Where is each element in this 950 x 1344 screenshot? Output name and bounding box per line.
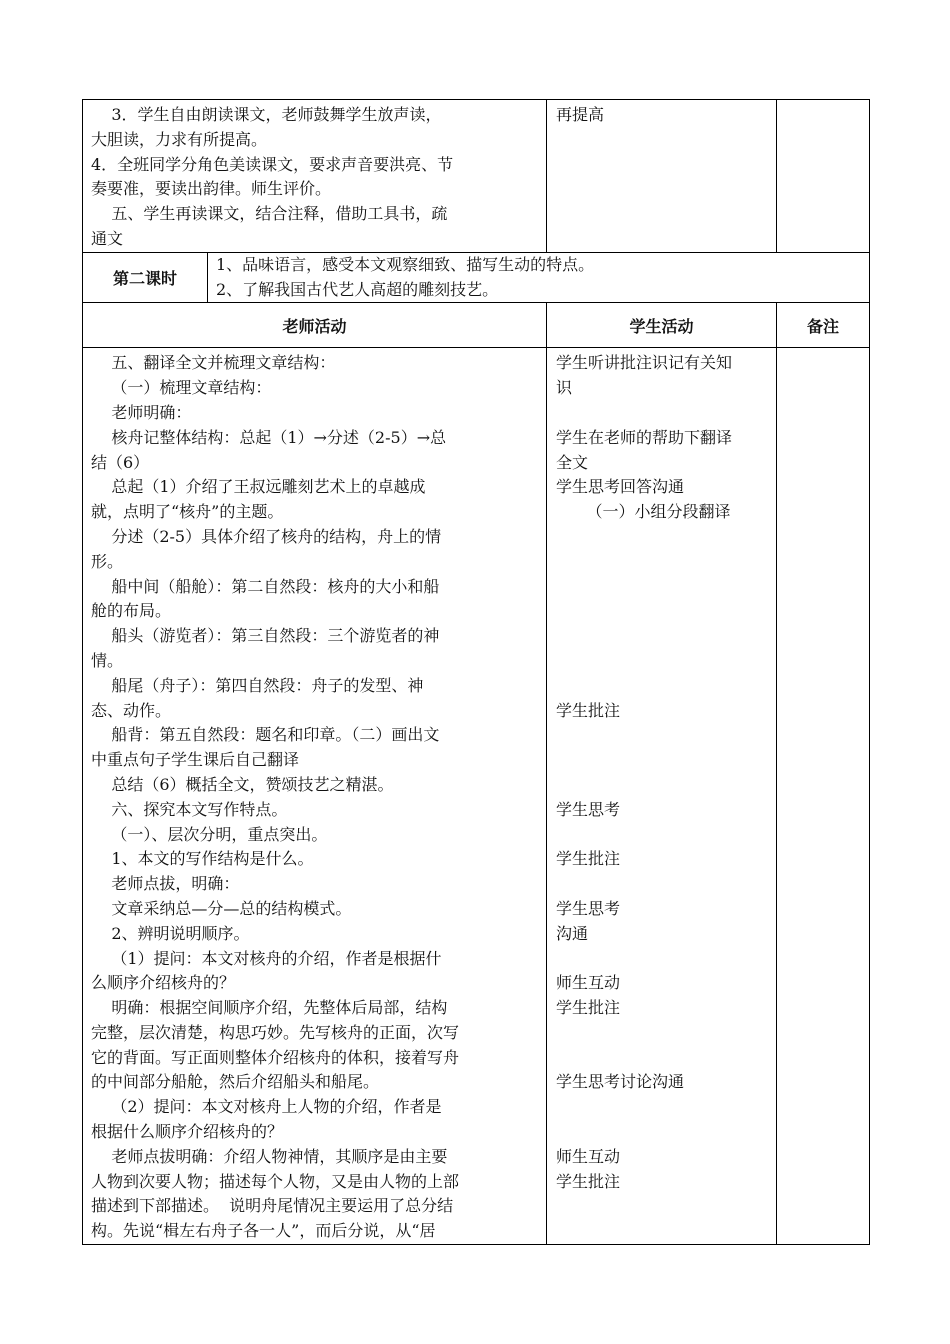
- student-line: [556, 773, 770, 798]
- lesson-goals-cell: [208, 252, 870, 303]
- student-line: 学生思考回答沟通: [556, 477, 685, 497]
- student-line: 学生思考讨论沟通: [556, 1072, 685, 1092]
- teacher-line: （一）、层次分明，重点突出。: [91, 824, 328, 844]
- teacher-line: 构。先说“楫左右舟子各一人”，而后分说，从“居: [91, 1221, 436, 1241]
- teacher-line: 根据什么顺序介绍核舟的？: [91, 1122, 284, 1142]
- teacher-line: 奏要准，要读出韵律。师生评价。: [91, 179, 332, 199]
- teacher-line: 它的背面。写正面则整体介绍核舟的体积，接着写舟: [91, 1047, 460, 1067]
- student-line: 识: [556, 378, 573, 398]
- teacher-line: 就，点明了“核舟”的主题。: [91, 502, 284, 522]
- student-line: [556, 575, 770, 600]
- student-line: 沟通: [556, 923, 589, 943]
- header-note: 备注: [777, 303, 870, 348]
- teacher-line: 结（6）: [91, 452, 150, 472]
- teacher-line: 中重点句子学生课后自己翻译: [91, 750, 300, 770]
- header-row: [83, 303, 870, 348]
- student-line: 学生听讲批注识记有关知: [556, 353, 733, 373]
- lesson-row: [83, 252, 870, 303]
- top-student-cell: [547, 100, 777, 253]
- student-line: [556, 525, 770, 550]
- teacher-line: 2、辨明说明顺序。: [91, 923, 250, 943]
- student-line: 学生批注: [556, 849, 621, 869]
- student-line: [556, 1120, 770, 1145]
- teacher-line: 老师点拔明确：介绍人物神情，其顺序是由主要: [91, 1146, 448, 1166]
- lesson-plan-page: [82, 99, 869, 1245]
- teacher-line: （1）提问：本文对核舟的介绍，作者是根据什: [91, 948, 442, 968]
- teacher-line: 老师明确：: [91, 402, 192, 422]
- teacher-line: 形。: [91, 551, 124, 571]
- teacher-line: 3．学生自由朗读课文，老师鼓舞学生放声读，: [91, 105, 442, 124]
- student-line: 学生批注: [556, 1171, 621, 1191]
- student-line: [556, 599, 770, 624]
- student-line: [556, 1046, 770, 1071]
- student-line: 学生批注: [556, 998, 621, 1018]
- student-line: [556, 1021, 770, 1046]
- student-line: 师生互动: [556, 1146, 621, 1166]
- teacher-line: 总结（6）概括全文，赞颂技艺之精湛。: [91, 774, 394, 794]
- teacher-line: （一）梳理文章结构：: [91, 378, 272, 398]
- teacher-line: 通文: [91, 228, 124, 248]
- student-line: [556, 872, 770, 897]
- teacher-line: 老师点拔，明确：: [91, 874, 240, 894]
- student-line: 学生思考: [556, 898, 621, 918]
- main-student-cell: [547, 348, 777, 1245]
- lesson-goal-1: 1、品味语言，感受本文观察细致、描写生动的特点。: [216, 254, 595, 274]
- teacher-line: 五、翻译全文并梳理文章结构：: [91, 353, 336, 373]
- teacher-line: 文章采纳总—分—总的结构模式。: [91, 898, 352, 918]
- student-line: [556, 624, 770, 649]
- teacher-line: 态、动作。: [91, 700, 172, 720]
- student-line: 再提高: [556, 105, 605, 124]
- teacher-line: 船背：第五自然段：题名和印章。（二）画出文: [91, 725, 440, 745]
- teacher-line: （2）提问：本文对核舟上人物的介绍，作者是: [91, 1097, 442, 1117]
- student-line: [556, 1095, 770, 1120]
- lesson-plan-table: [82, 99, 870, 1245]
- teacher-line: 情。: [91, 650, 124, 670]
- student-line: [556, 401, 770, 426]
- teacher-line: 船中间（船舱）：第二自然段：核舟的大小和船: [91, 576, 440, 596]
- teacher-line: 大胆读，力求有所提高。: [91, 129, 268, 149]
- student-line: [556, 550, 770, 575]
- teacher-line: 六、探究本文写作特点。: [91, 799, 288, 819]
- student-line: （一）小组分段翻译: [556, 502, 731, 522]
- teacher-line: 4．全班同学分角色美读课文，要求声音要洪亮、节: [91, 154, 454, 174]
- main-teacher-text: [91, 351, 538, 1244]
- student-line: [556, 947, 770, 972]
- teacher-line: 船头（游览者）：第三自然段：三个游览者的神: [91, 626, 440, 646]
- main-teacher-cell: [83, 348, 547, 1245]
- student-line: [556, 674, 770, 699]
- main-row: [83, 348, 870, 1245]
- student-line: [556, 748, 770, 773]
- teacher-line: 的中间部分船舱，然后介绍船头和船尾。: [91, 1072, 380, 1092]
- teacher-line: 么顺序介绍核舟的？: [91, 973, 236, 993]
- main-student-text: [556, 351, 770, 1194]
- top-student-text: [556, 103, 770, 128]
- lesson-label: 第二课时: [83, 252, 208, 303]
- student-line: 学生批注: [556, 700, 621, 720]
- student-line: 学生思考: [556, 799, 621, 819]
- student-line: [556, 649, 770, 674]
- teacher-line: 分述（2-5）具体介绍了核舟的结构，舟上的情: [91, 526, 442, 546]
- teacher-line: 明确：根据空间顺序介绍，先整体后局部，结构: [91, 998, 448, 1018]
- teacher-line: 舱的布局。: [91, 601, 172, 621]
- teacher-line: 核舟记整体结构：总起（1）→分述（2-5）→总: [91, 427, 447, 447]
- top-teacher-cell: [83, 100, 547, 253]
- lesson-goal-2: 2、了解我国古代艺人高超的雕刻技艺。: [216, 279, 499, 299]
- top-note-cell: [777, 100, 870, 253]
- teacher-line: 总起（1）介绍了王叔远雕刻艺术上的卓越成: [91, 477, 426, 497]
- student-line: [556, 823, 770, 848]
- teacher-line: 人物到次要人物；描述每个人物，又是由人物的上部: [91, 1171, 460, 1191]
- teacher-line: 完整，层次清楚，构思巧妙。先写核舟的正面，次写: [91, 1022, 460, 1042]
- header-student: 学生活动: [547, 303, 777, 348]
- teacher-line: 船尾（舟子）：第四自然段：舟子的发型、神: [91, 675, 424, 695]
- student-line: [556, 723, 770, 748]
- student-line: 师生互动: [556, 973, 621, 993]
- teacher-line: 五、学生再读课文，结合注释，借助工具书，疏: [91, 204, 448, 224]
- teacher-line: 1、本文的写作结构是什么。: [91, 849, 314, 869]
- student-line: 学生在老师的帮助下翻译: [556, 427, 733, 447]
- student-line: 全文: [556, 452, 589, 472]
- teacher-line: 描述到下部描述。 说明舟尾情况主要运用了总分结: [91, 1196, 454, 1216]
- top-teacher-text: [91, 103, 538, 252]
- main-note-cell: [777, 348, 870, 1245]
- header-teacher: 老师活动: [83, 303, 547, 348]
- top-row: [83, 100, 870, 253]
